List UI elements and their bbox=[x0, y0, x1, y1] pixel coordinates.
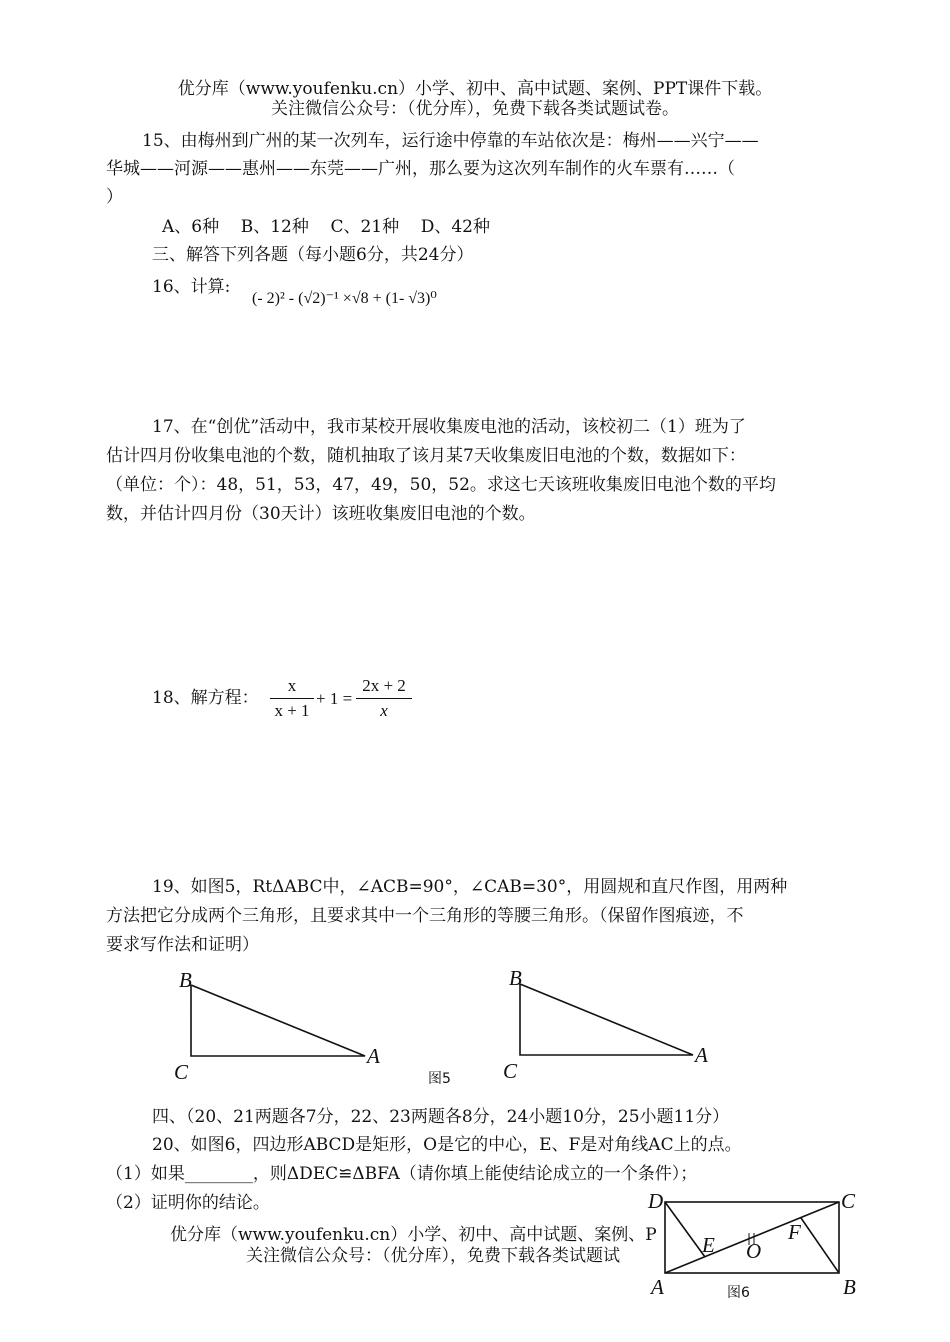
q17-line-1: 17、在“创优”活动中，我市某校开展收集废电池的活动，该校初二（1）班为了 bbox=[152, 417, 746, 437]
section-3-title: 三、解答下列各题（每小题6分，共24分） bbox=[152, 245, 474, 265]
q16-label: 16、计算: bbox=[152, 277, 231, 297]
fig6-label-c: C bbox=[841, 1189, 856, 1213]
figure-6-caption: 图6 bbox=[727, 1285, 750, 1301]
fig6-label-f: F bbox=[788, 1220, 801, 1244]
q18-lhs-denominator: x + 1 bbox=[274, 701, 310, 720]
q20-line-3: （2）证明你的结论。 bbox=[106, 1193, 270, 1213]
footer-line-1: 优分库（www.youfenku.cn）小学、初中、高中试题、案例、P bbox=[170, 1225, 657, 1245]
q15-options: A、6种 B、12种 C、21种 D、42种 bbox=[162, 217, 490, 237]
fig6-label-d: D bbox=[648, 1189, 664, 1213]
q18-label: 18、解方程： bbox=[152, 688, 259, 708]
fig5-left-label-b: B bbox=[179, 968, 192, 992]
fig6-label-a: A bbox=[651, 1275, 664, 1299]
q17-line-3: （单位：个）：48，51，53，47，49，50，52。求这七天该班收集废旧电池个数的平均 bbox=[106, 475, 776, 495]
q18-lhs-numerator: x bbox=[270, 676, 314, 699]
q15-line-1: 15、由梅州到广州的某一次列车，运行途中停靠的车站依次是：梅州——兴宁—— bbox=[142, 131, 759, 151]
q17-line-2: 估计四月份收集电池的个数，随机抽取了该月某7天收集废旧电池的个数，数据如下： bbox=[106, 446, 746, 466]
q17-line-4: 数，并估计四月份（30天计）该班收集废旧电池的个数。 bbox=[106, 504, 536, 524]
fig5-right-label-b: B bbox=[509, 966, 522, 990]
fig6-label-e: E bbox=[702, 1233, 715, 1257]
figure-5-caption: 图5 bbox=[428, 1071, 451, 1087]
footer-line-2: 关注微信公众号：（优分库），免费下载各类试题试 bbox=[246, 1246, 620, 1266]
figure-5-triangle-left bbox=[191, 985, 365, 1056]
q18-plus-one: + 1 = bbox=[316, 689, 353, 708]
q19-line-2: 方法把它分成两个三角形，且要求其中一个三角形的等腰三角形。（保留作图痕迹，不 bbox=[106, 906, 744, 926]
q16-expression: (- 2)² - (√2)⁻¹ ×√8 + (1- √3)⁰ bbox=[252, 290, 437, 307]
q18-rhs-numerator: 2x + 2 bbox=[356, 676, 412, 699]
section-4-title: 四、（20、21两题各7分，22、23两题各8分，24小题10分，25小题11分） bbox=[152, 1107, 730, 1127]
q20-line-2: （1）如果________，则ΔDEC≌ΔBFA（请你填上能使结论成立的一个条件）； bbox=[106, 1164, 698, 1184]
q19-line-1: 19、如图5，RtΔABC中，∠ACB=90°，∠CAB=30°，用圆规和直尺作图，用两种 bbox=[152, 877, 788, 897]
q20-line-1: 20、如图6，四边形ABCD是矩形，O是它的中心，E、F是对角线AC上的点。 bbox=[152, 1135, 742, 1155]
header-line-2: 关注微信公众号：（优分库），免费下载各类试题试卷。 bbox=[271, 99, 679, 119]
figure-5-triangle-right bbox=[520, 984, 693, 1055]
fig5-left-label-a: A bbox=[367, 1044, 380, 1068]
fig5-left-label-c: C bbox=[174, 1060, 189, 1084]
fig5-right-label-c: C bbox=[503, 1059, 518, 1083]
q18-rhs-denominator: x bbox=[380, 701, 388, 720]
fig6-label-b: B bbox=[843, 1275, 856, 1299]
fig6-label-o: O bbox=[746, 1239, 762, 1263]
q15-line-2: 华城——河源——惠州——东莞——广州，那么要为这次列车制作的火车票有……（ bbox=[106, 159, 735, 179]
q19-line-3: 要求写作法和证明） bbox=[106, 935, 259, 955]
header-line-1: 优分库（www.youfenku.cn）小学、初中、高中试题、案例、PPT课件下载。 bbox=[177, 79, 773, 99]
q15-line-3: ） bbox=[106, 187, 123, 207]
fig5-right-label-a: A bbox=[695, 1043, 708, 1067]
